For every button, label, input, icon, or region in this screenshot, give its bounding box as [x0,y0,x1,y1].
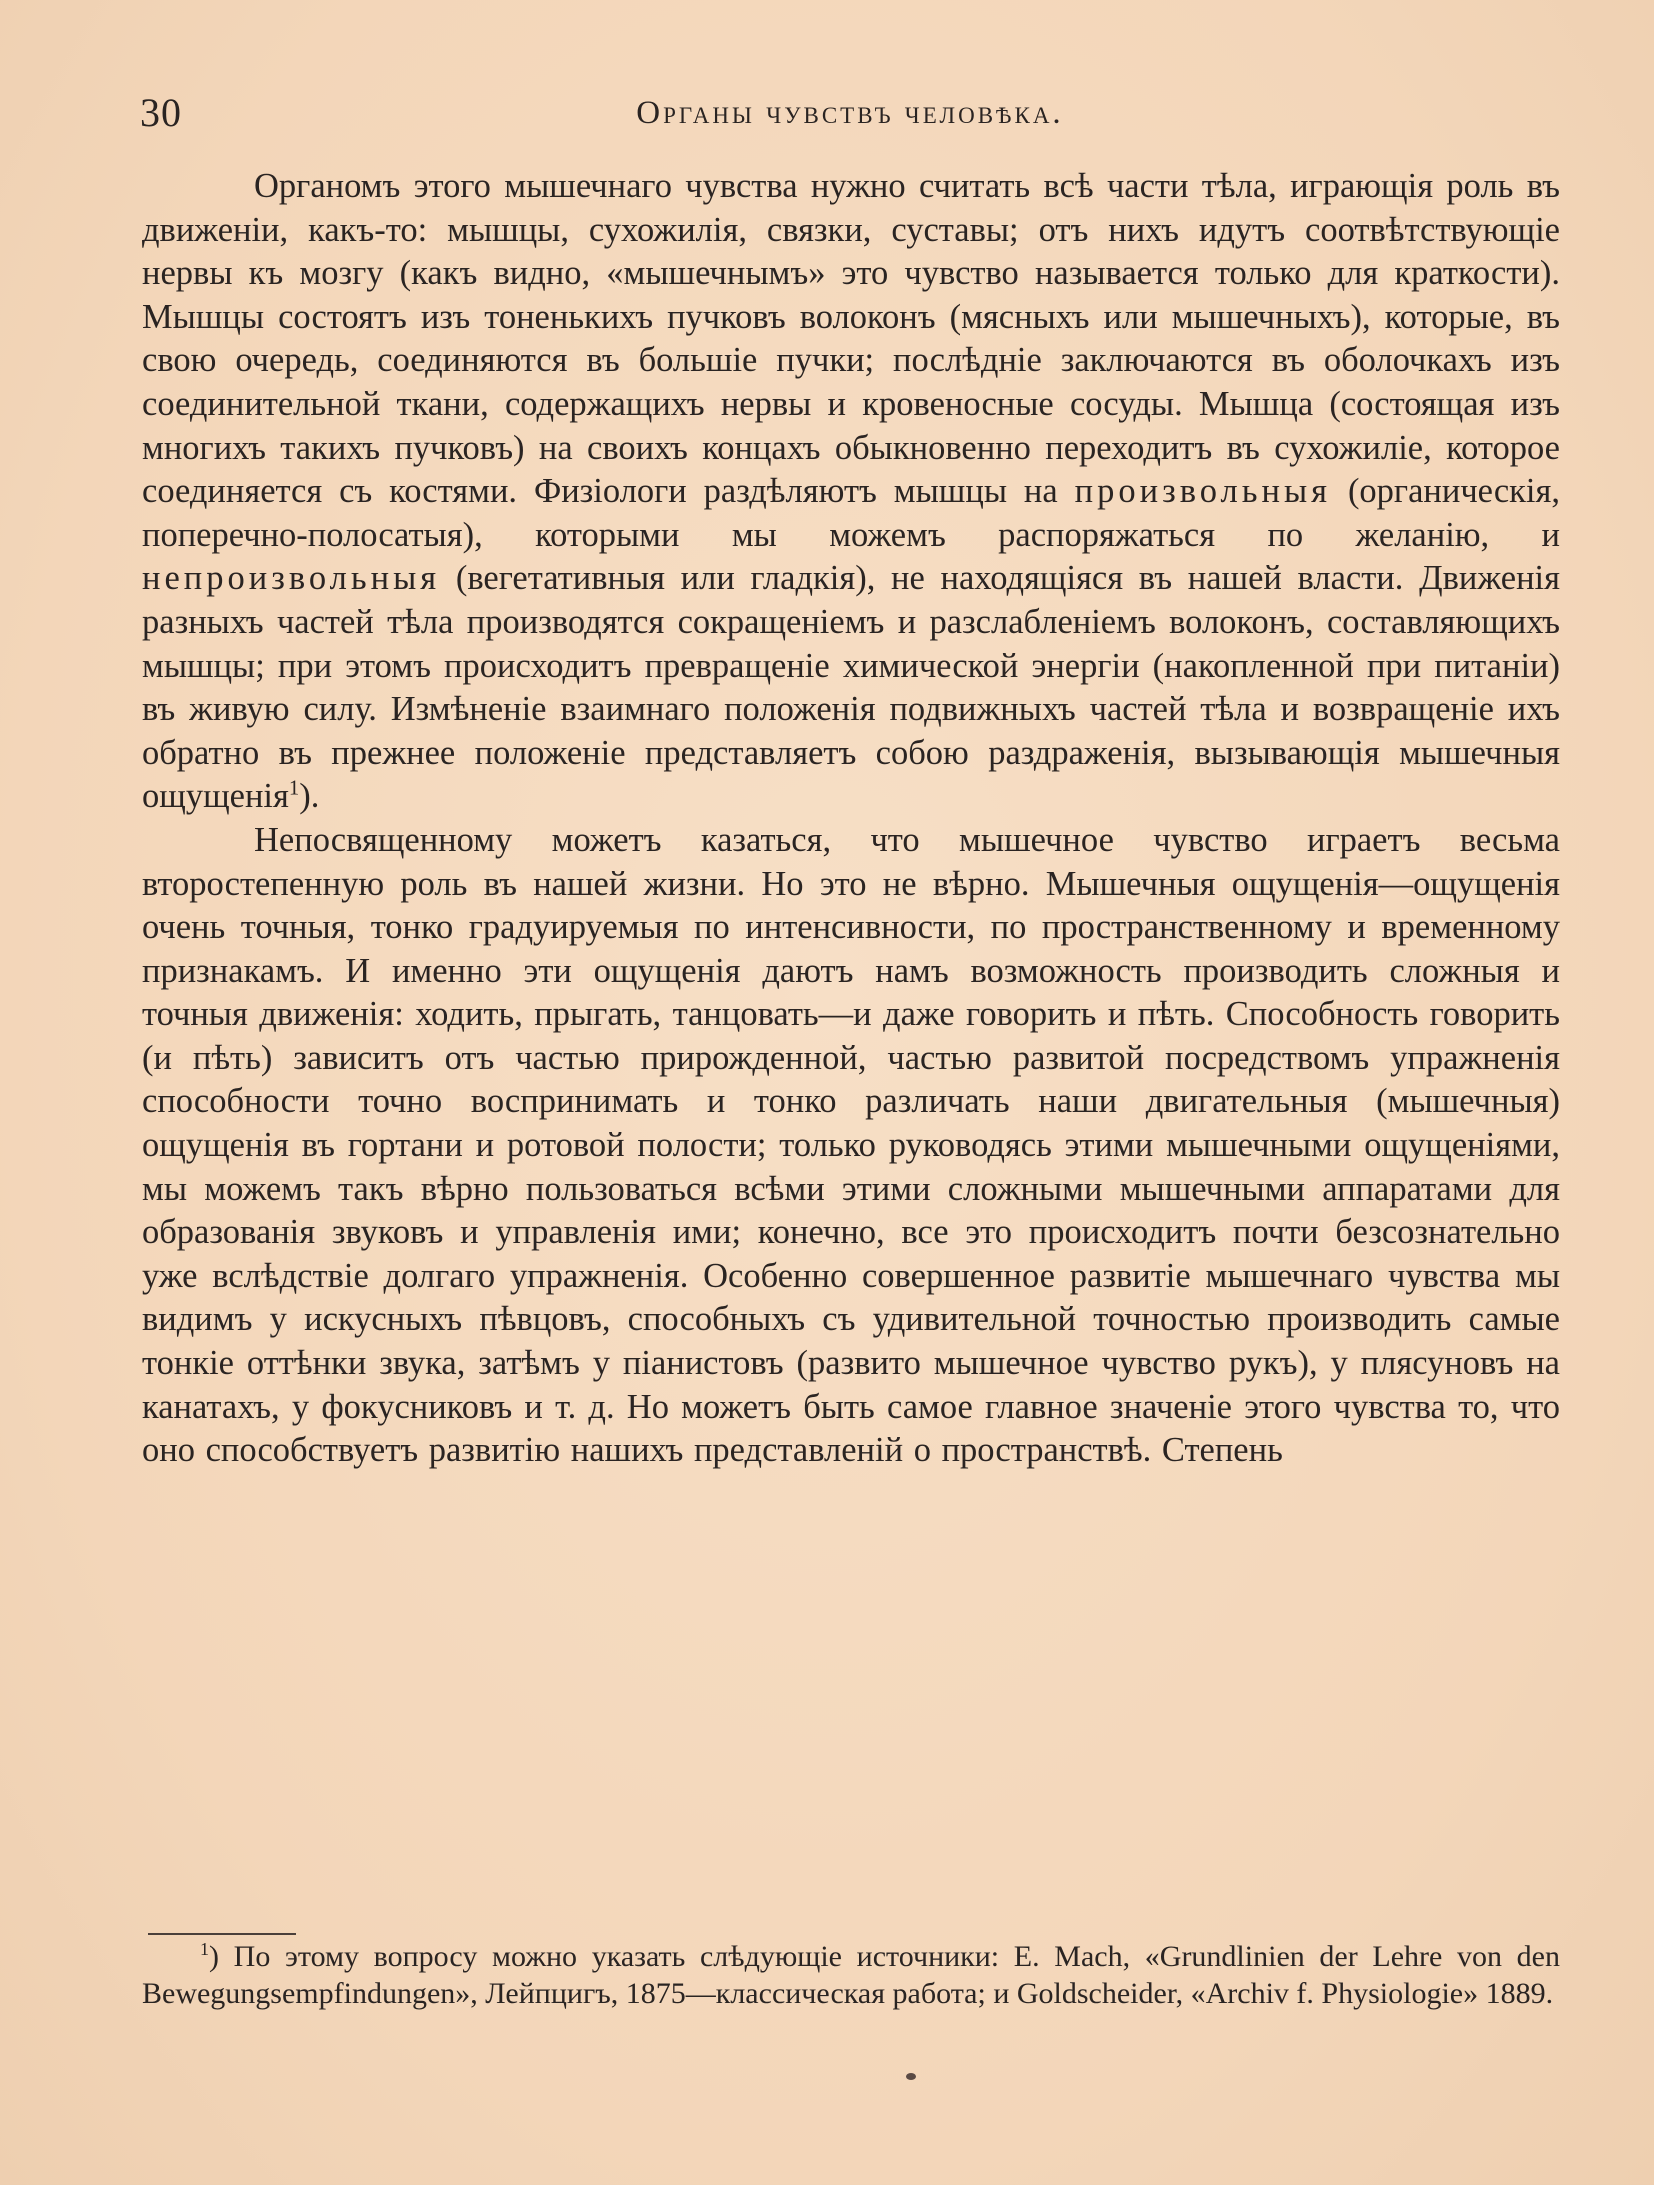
paragraph-1-part-2: (органическія, поперечно-полосатыя), которыми мы можемъ распоряжаться по желанію, и [142,472,1560,554]
page-number: 30 [140,90,182,135]
footnotes [142,1938,1560,2012]
ink-speck-decoration [906,2073,916,2080]
paragraph-1-part-4: ). [299,777,320,816]
footnote-text: ) По этому вопросу можно указать слѣдующіе источники: E. Mach, «Grundlinien der Lehre von den Bewegungsempfindungen», Лейпцигъ, 1875—классическая работа; и Goldscheider, «Archiv f. Physiologie» 1889. [142,1940,1560,2010]
body-text [142,165,1560,1473]
paragraph-1-part-3: (вегетативныя или гладкія), не находящіяся въ нашей власти. Движенія разныхъ частей тѣла производятся сокращеніемъ и разслабленіемъ волоконъ, составляющихъ мышцы; при этомъ происходитъ превращеніе химической энергіи (накопленной при питаніи) въ живую силу. Измѣненіе взаимнаго положенія подвижныхъ частей тѣла и возвращеніе ихъ обратно въ прежнее положеніе представляетъ собою раздраженія, вызывающія мышечныя ощущенія [142,559,1560,816]
footnote-reference[interactable]: 1 [288,777,300,800]
footnote-divider [148,1933,296,1935]
footnote-marker: 1 [200,1939,209,1959]
term-voluntary-muscles: произвольныя [1074,472,1332,511]
term-involuntary-muscles: непроизвольныя [142,559,441,598]
page-header [140,88,1560,138]
running-title: Органы чувствъ человѣка. [636,95,1064,131]
paragraph-1-part-1: Органомъ этого мышечнаго чувства нужно считать всѣ части тѣла, играющія роль въ движеніи, какъ-то: мышцы, сухожилія, связки, суставы; отъ нихъ идутъ соотвѣтствующіе нервы къ мозгу (какъ видно, «мышечнымъ» это чувство называется только для краткости). Мышцы состоятъ изъ тоненькихъ пучковъ волоконъ (мясныхъ или мышечныхъ), которые, въ свою очередь, соединяются въ большіе пучки; послѣдніе заключаются въ оболочкахъ изъ соединительной ткани, содержащихъ нервы и кровеносные сосуды. Мышца (состоящая изъ многихъ такихъ пучковъ) на своихъ концахъ обыкновенно переходитъ въ сухожиліе, которое соединяется съ костями. Физіологи раздѣляютъ мышцы на [142,167,1560,511]
footnote-1 [142,1938,1560,2012]
paragraph-1 [142,165,1560,819]
paragraph-2: Непосвященному можетъ казаться, что мышечное чувство играетъ весьма второстепенную роль въ нашей жизни. Но это не вѣрно. Мышечныя ощущенія—ощущенія очень точныя, тонко градуируемыя по интенсивности, по пространственному и временному признакамъ. И именно эти ощущенія даютъ намъ возможность производить сложныя и точныя движенія: ходить, прыгать, танцовать—и даже говорить и пѣть. Способность говорить (и пѣть) зависитъ отъ частью прирожденной, частью развитой посредствомъ упражненія способности точно воспринимать и тонко различать наши двигательныя (мышечныя) ощущенія въ гортани и ротовой полости; только руководясь этими мышечными ощущеніями, мы можемъ такъ вѣрно пользоваться всѣми этими сложными мышечными аппаратами для образованія звуковъ и управленія ими; конечно, все это происходитъ почти безсознательно уже вслѣдствіе долгаго упражненія. Особенно совершенное развитіе мышечнаго чувства мы видимъ у искусныхъ пѣвцовъ, способныхъ съ удивительной точностью производить самые тонкіе оттѣнки звука, затѣмъ у піанистовъ (развито мышечное чувство рукъ), у плясуновъ на канатахъ, у фокусниковъ и т. д. Но можетъ быть самое главное значеніе этого чувства то, что оно способствуетъ развитію нашихъ представленій о пространствѣ. Степень [142,820,1560,1470]
